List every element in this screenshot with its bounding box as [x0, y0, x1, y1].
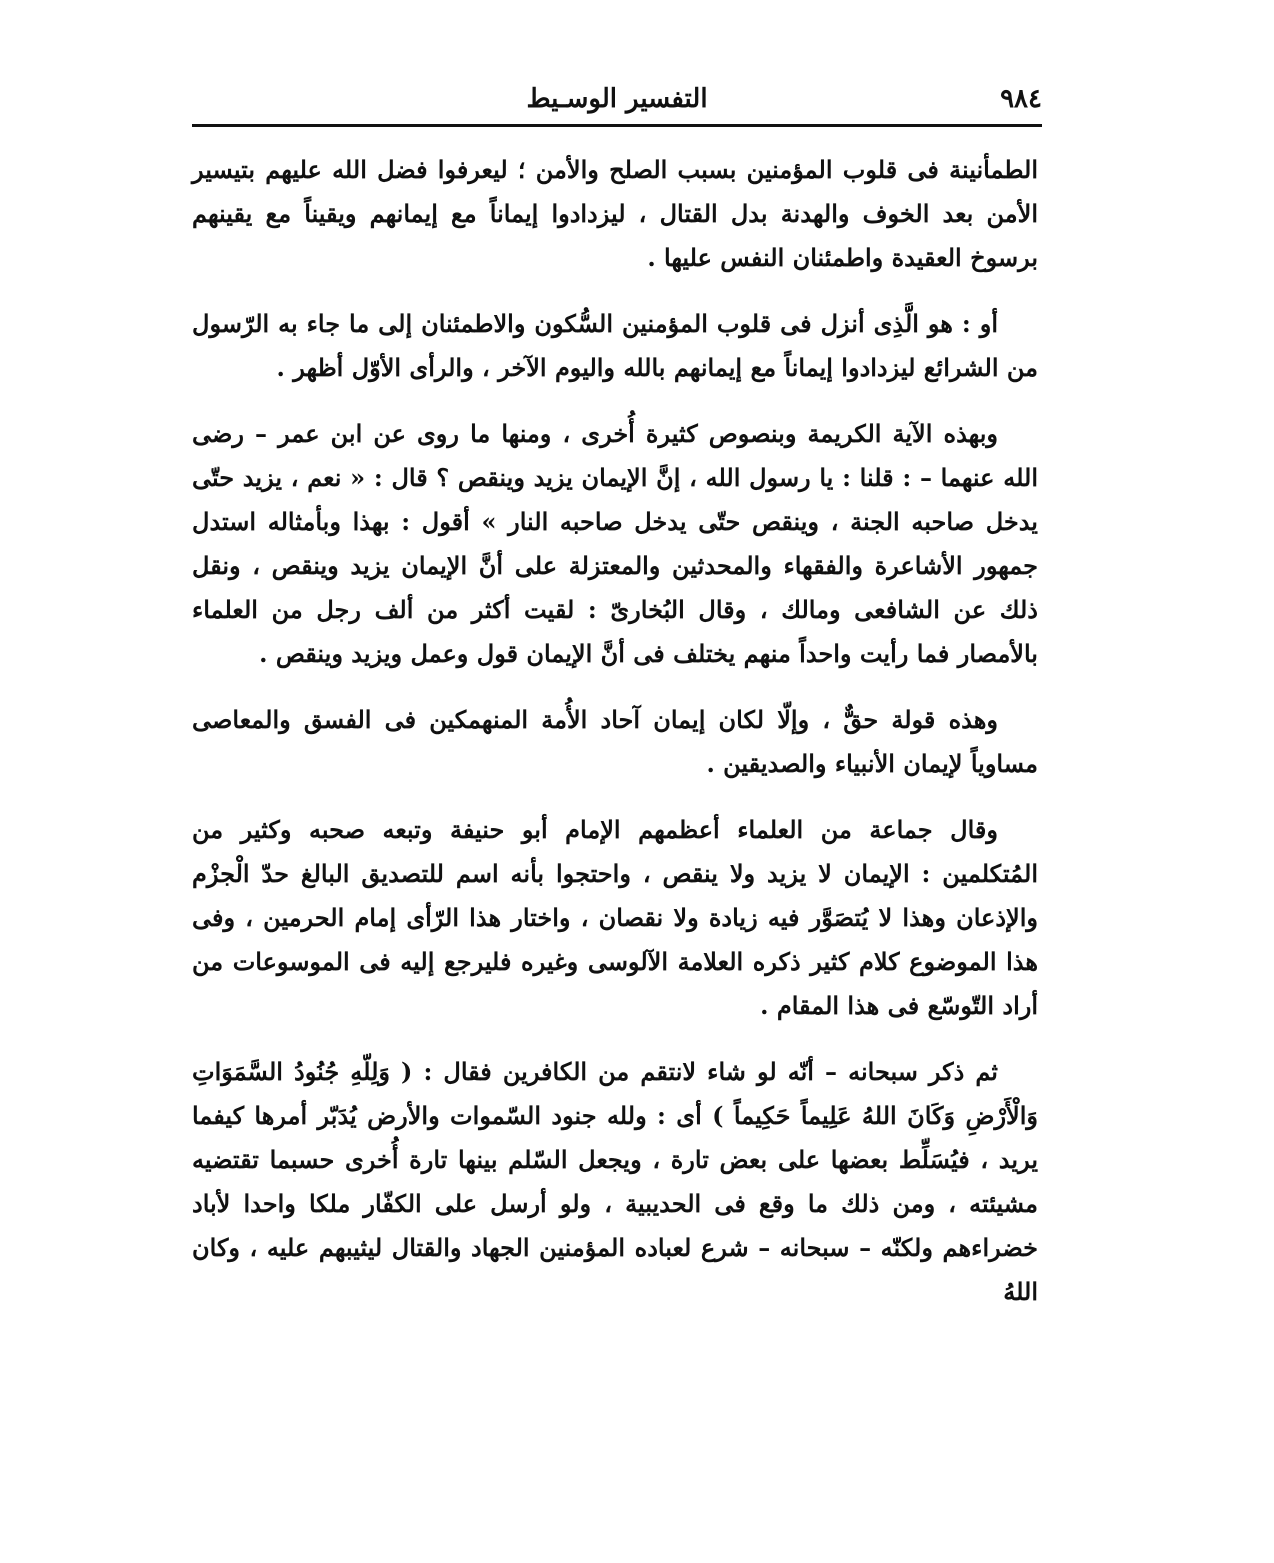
paragraph: أو : هو الَّذِى أنزل فى قلوب المؤمنين السُّكون والاطمئنان إلى ما جاء به الرّسول من الشرائع ليزدادوا إيماناً مع إيمانهم بالله واليوم الآخر ، والرأى الأوّل أظهر .	[192, 309, 1038, 382]
page-number: ٩٨٤	[1000, 84, 1042, 114]
paragraph: ثم ذكر سبحانه – أنّه لو شاء لانتقم من الكافرين فقال : ( وَلِلّهِ جُنُودُ السَّمَوَاتِ وَالْأَرْضِ وَكَانَ اللهُ عَلِيماً حَكِيماً ) أى : ولله جنود السّموات والأرض يُدَبّر أمرها كيفما يريد ، فيُسَلِّط بعضها على بعض تارة ، ويجعل السّلم بينها تارة أُخرى حسبما تقتضيه مشيئته ، ومن ذلك ما وقع فى الحديبية ، ولو أرسل على الكفّار ملكا واحدا لأباد خضراءهم ولكنّه – سبحانه – شرع لعباده المؤمنين الجهاد والقتال ليثيبهم عليه ، وكان اللهُ	[192, 1057, 1038, 1306]
paragraph: وقال جماعة من العلماء أعظمهم الإمام أبو حنيفة وتبعه صحبه وكثير من المُتكلمين : الإيمان لا يزيد ولا ينقص ، واحتجوا بأنه اسم للتصديق البالغ حدّ الْجزْم والإذعان وهذا لا يُتصَوَّر فيه زيادة ولا نقصان ، واختار هذا الرّأى إمام الحرمين ، وفى هذا الموضوع كلام كثير ذكره العلامة الآلوسى وغيره فليرجع إليه فى الموسوعات من أراد التّوسّع فى هذا المقام .	[192, 815, 1038, 1020]
paragraph: وبهذه الآية الكريمة وبنصوص كثيرة أُخرى ، ومنها ما روى عن ابن عمر – رضى الله عنهما – : قلنا : يا رسول الله ، إنَّ الإيمان يزيد وينقص ؟ قال : « نعم ، يزيد حتّى يدخل صاحبه الجنة ، وينقص حتّى يدخل صاحبه النار » أقول : بهذا وبأمثاله استدل جمهور الأشاعرة والفقهاء والمحدثين والمعتزلة على أنَّ الإيمان يزيد وينقص ، ونقل ذلك عن الشافعى ومالك ، وقال البُخارىّ : لقيت أكثر من ألف رجل من العلماء بالأمصار فما رأيت واحداً منهم يختلف فى أنَّ الإيمان قول وعمل ويزيد وينقص .	[192, 419, 1038, 668]
running-title: التفسير الوسـيط	[526, 84, 708, 114]
paragraph: الطمأنينة فى قلوب المؤمنين بسبب الصلح والأمن ؛ ليعرفوا فضل الله عليهم بتيسير الأمن بعد الخوف والهدنة بدل القتال ، ليزدادوا إيماناً مع إيمانهم ويقيناً مع يقينهم برسوخ العقيدة واطمئنان النفس عليها .	[192, 155, 1038, 272]
header-rule	[192, 124, 1042, 127]
body-text	[192, 148, 1038, 1336]
page-header	[192, 80, 1042, 124]
paragraph: وهذه قولة حقٌّ ، وإلّا لكان إيمان آحاد الأُمة المنهمكين فى الفسق والمعاصى مساوياً لإيمان الأنبياء والصديقين .	[192, 705, 1038, 778]
